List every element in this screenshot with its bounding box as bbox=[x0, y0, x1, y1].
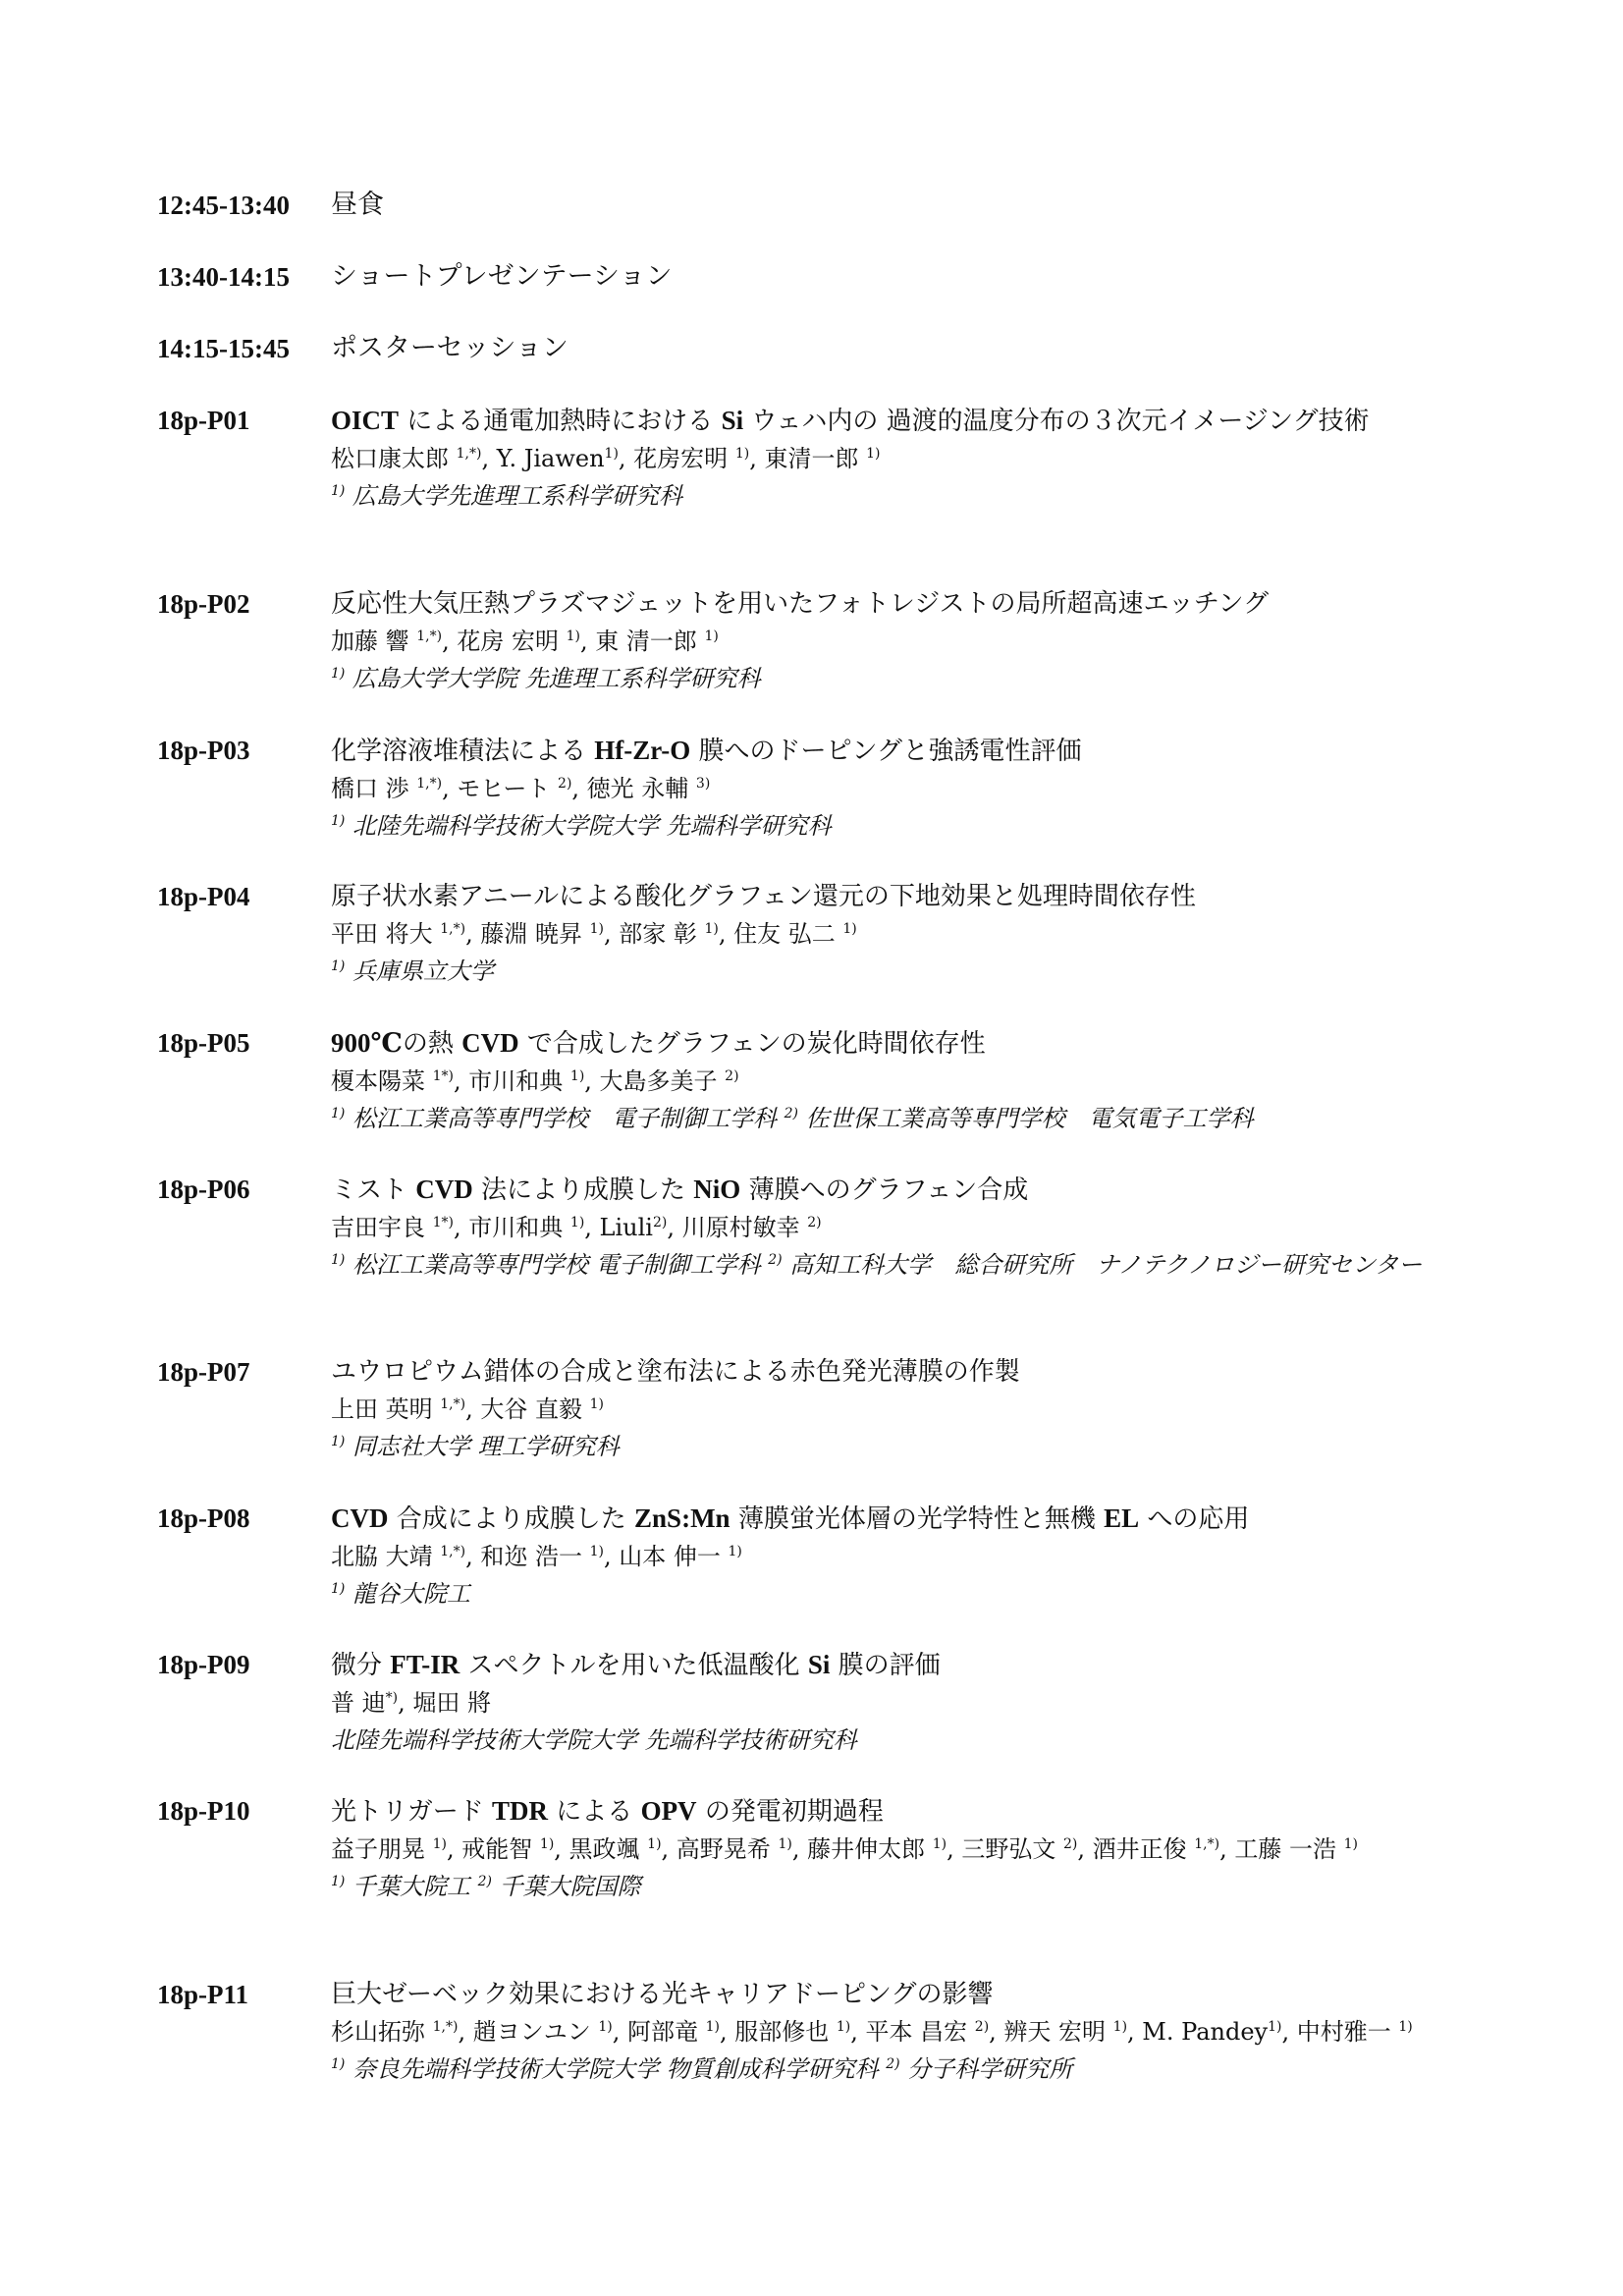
superscript-marker: 1,*) bbox=[1194, 1836, 1220, 1852]
superscript-marker: 1) bbox=[704, 629, 719, 644]
superscript-marker: 1) bbox=[331, 483, 346, 499]
poster-affiliation bbox=[331, 1428, 1623, 1465]
superscript-marker: 1) bbox=[705, 2019, 720, 2035]
superscript-marker: 1) bbox=[1112, 2019, 1128, 2035]
poster-id: 18p-P07 bbox=[157, 1357, 250, 1387]
text-run: 松江工業高等専門学校 電子制御工学科 bbox=[345, 1105, 784, 1132]
schedule-time: 14:15-15:45 bbox=[157, 334, 290, 363]
superscript-marker: 1) bbox=[589, 921, 604, 937]
poster-authors bbox=[331, 1684, 1623, 1722]
poster-affiliation bbox=[331, 807, 1623, 845]
superscript-marker: 1) bbox=[331, 1434, 346, 1449]
poster-id: 18p-P03 bbox=[157, 736, 250, 765]
superscript-marker: 2) bbox=[652, 1215, 668, 1230]
text-run: による bbox=[548, 1797, 641, 1827]
text-run: 佐世保工業高等専門学校 電気電子工学科 bbox=[798, 1105, 1254, 1132]
text-run: 北陸先端科学技術大学院大学 先端科学研究科 bbox=[345, 812, 832, 840]
poster-authors bbox=[331, 623, 1623, 660]
text-run: 光トリガード bbox=[331, 1797, 493, 1827]
text-run: , 酒井正俊 bbox=[1077, 1835, 1195, 1863]
poster-authors bbox=[331, 1831, 1623, 1868]
poster-id: 18p-P01 bbox=[157, 406, 250, 435]
superscript-marker: 1*) bbox=[432, 1215, 455, 1230]
text-run: , 山本 伸一 bbox=[603, 1543, 729, 1570]
text-run: , 服部修也 bbox=[720, 2018, 837, 2046]
text-run: 松口康太郎 bbox=[331, 445, 457, 472]
superscript-marker: 1) bbox=[1343, 1836, 1358, 1852]
text-run: 益子朋晃 bbox=[331, 1835, 433, 1863]
superscript-marker: 1) bbox=[539, 1836, 555, 1852]
poster-title bbox=[331, 1646, 1623, 1684]
text-run: , 花房 宏明 bbox=[442, 628, 567, 655]
poster-affiliation bbox=[331, 1100, 1623, 1137]
superscript-marker: 1) bbox=[836, 2019, 851, 2035]
poster-title bbox=[331, 1976, 1623, 2013]
bold-text-run: CVD bbox=[461, 1028, 519, 1058]
superscript-marker: 1) bbox=[331, 1106, 346, 1121]
poster-title bbox=[331, 1500, 1623, 1538]
poster-id: 18p-P10 bbox=[157, 1796, 250, 1826]
bold-text-run: CVD bbox=[331, 1503, 389, 1533]
text-run: 普 迪 bbox=[331, 1689, 386, 1717]
superscript-marker: 1) bbox=[842, 921, 857, 937]
bold-text-run: EL bbox=[1104, 1503, 1140, 1533]
poster-id: 18p-P11 bbox=[157, 1980, 249, 2009]
text-run: 広島大学先進理工系科学研究科 bbox=[345, 482, 683, 510]
text-run: 上田 英明 bbox=[331, 1395, 441, 1423]
text-run: , 市川和典 bbox=[454, 1214, 570, 1241]
schedule-label: ポスターセッション bbox=[331, 333, 568, 363]
text-run: 原子状水素アニールによる酸化グラフェン還元の下地効果と処理時間依存性 bbox=[331, 882, 1196, 911]
superscript-marker: 1) bbox=[589, 1396, 604, 1412]
poster-id: 18p-P05 bbox=[157, 1028, 250, 1058]
text-run: 膜へのドーピングと強誘電性評価 bbox=[690, 737, 1082, 766]
text-run: 奈良先端科学技術大学院大学 物質創成科学研究科 bbox=[345, 2055, 887, 2083]
text-run: 化学溶液堆積法による bbox=[331, 737, 595, 766]
text-run: 高知工科大学 総合研究所 ナノテクノロジー研究センター bbox=[782, 1251, 1423, 1279]
text-run: , 東 清一郎 bbox=[579, 628, 705, 655]
superscript-marker: 2) bbox=[768, 1252, 783, 1268]
text-run: 巨大ゼーベック効果における光キャリアドーピングの影響 bbox=[331, 1980, 994, 2009]
poster-id: 18p-P04 bbox=[157, 882, 250, 911]
superscript-marker: 1) bbox=[331, 1874, 346, 1889]
schedule-time: 12:45-13:40 bbox=[157, 191, 290, 220]
poster-title bbox=[331, 1353, 1623, 1391]
bold-text-run: 900℃ bbox=[331, 1028, 403, 1058]
poster-title bbox=[331, 1792, 1623, 1831]
text-run: スペクトルを用いた低温酸化 bbox=[460, 1651, 808, 1680]
superscript-marker: 1) bbox=[589, 1544, 604, 1559]
poster-affiliation bbox=[331, 1722, 1623, 1759]
text-run: 法により成膜した bbox=[472, 1175, 694, 1205]
schedule-label: 昼食 bbox=[331, 190, 384, 220]
bold-text-run: Hf-Zr-O bbox=[594, 736, 691, 765]
superscript-marker: 1) bbox=[866, 446, 881, 462]
superscript-marker: 1,*) bbox=[416, 776, 443, 792]
text-run: 広島大学大学院 先進理工系科学研究科 bbox=[345, 665, 761, 692]
poster-affiliation bbox=[331, 1575, 1623, 1613]
poster-id: 18p-P02 bbox=[157, 589, 250, 619]
text-run: , モヒート bbox=[442, 775, 559, 802]
superscript-marker: 1) bbox=[598, 2019, 613, 2035]
text-run: , 平本 昌宏 bbox=[850, 2018, 975, 2046]
poster-title bbox=[331, 878, 1623, 915]
superscript-marker: 2) bbox=[807, 1215, 822, 1230]
text-run: , 堀田 將 bbox=[398, 1689, 491, 1717]
text-run: への応用 bbox=[1139, 1504, 1250, 1534]
superscript-marker: 1) bbox=[331, 666, 346, 682]
poster-affiliation bbox=[331, 1868, 1623, 1905]
superscript-marker: 1) bbox=[728, 1544, 742, 1559]
text-run: , 和迩 浩一 bbox=[465, 1543, 590, 1570]
poster-title bbox=[331, 1024, 1623, 1063]
text-run: 薄膜へのグラフェン合成 bbox=[740, 1175, 1029, 1205]
superscript-marker: 2) bbox=[886, 2056, 900, 2072]
text-run: の熱 bbox=[402, 1029, 462, 1059]
poster-id: 18p-P08 bbox=[157, 1503, 250, 1533]
superscript-marker: 1*) bbox=[432, 1068, 455, 1084]
text-run: , 花房宏明 bbox=[618, 445, 735, 472]
superscript-marker: 2) bbox=[784, 1106, 799, 1121]
superscript-marker: 1) bbox=[331, 1581, 346, 1597]
text-run: 北陸先端科学技術大学院大学 先端科学技術研究科 bbox=[331, 1726, 857, 1754]
text-run: , 戒能智 bbox=[447, 1835, 540, 1863]
superscript-marker: 2) bbox=[725, 1068, 739, 1084]
text-run: 平田 将大 bbox=[331, 920, 441, 948]
superscript-marker: 1) bbox=[331, 2056, 346, 2072]
text-run: 北脇 大靖 bbox=[331, 1543, 441, 1570]
poster-affiliation bbox=[331, 660, 1623, 697]
superscript-marker: 1,*) bbox=[440, 921, 466, 937]
text-run: ウェハ内の 過渡的温度分布の３次元イメージング技術 bbox=[743, 407, 1370, 436]
poster-id: 18p-P09 bbox=[157, 1650, 250, 1679]
text-run: 松江工業高等専門学校 電子制御工学科 bbox=[345, 1251, 769, 1279]
text-run: 膜の評価 bbox=[830, 1651, 941, 1680]
poster-authors bbox=[331, 1391, 1623, 1428]
text-run: ユウロピウム錯体の合成と塗布法による赤色発光薄膜の作製 bbox=[331, 1357, 1020, 1387]
text-run: 千葉大院国際 bbox=[492, 1873, 641, 1900]
text-run: ミスト bbox=[331, 1175, 416, 1205]
text-run: , 部家 彰 bbox=[603, 920, 705, 948]
poster-affiliation bbox=[331, 1246, 1623, 1284]
text-run: , 住友 弘二 bbox=[718, 920, 843, 948]
text-run: , 辨天 宏明 bbox=[989, 2018, 1113, 2046]
poster-authors bbox=[331, 770, 1623, 807]
text-run: 龍谷大院工 bbox=[345, 1580, 471, 1608]
bold-text-run: OICT bbox=[331, 406, 400, 435]
text-run: , 黒政颯 bbox=[554, 1835, 648, 1863]
text-run: , M. Pandey bbox=[1127, 2018, 1269, 2046]
poster-title bbox=[331, 402, 1623, 440]
text-run: による通電加熱時における bbox=[399, 407, 722, 436]
poster-authors bbox=[331, 1538, 1623, 1575]
superscript-marker: 1) bbox=[569, 1215, 585, 1230]
bold-text-run: ZnS:Mn bbox=[634, 1503, 730, 1533]
text-run: , Y. Jiawen bbox=[481, 445, 605, 472]
text-run: , Liuli bbox=[584, 1214, 653, 1241]
poster-title bbox=[331, 1171, 1623, 1209]
text-run: , 高野晃希 bbox=[661, 1835, 779, 1863]
poster-authors bbox=[331, 1063, 1623, 1100]
text-run: 分子科学研究所 bbox=[899, 2055, 1073, 2083]
schedule-label: ショートプレゼンテーション bbox=[331, 261, 673, 292]
text-run: 微分 bbox=[331, 1651, 391, 1680]
superscript-marker: 1) bbox=[932, 1836, 947, 1852]
bold-text-run: NiO bbox=[693, 1175, 741, 1204]
poster-title bbox=[331, 732, 1623, 770]
bold-text-run: FT-IR bbox=[390, 1650, 460, 1679]
superscript-marker: 2) bbox=[1062, 1836, 1078, 1852]
text-run: 兵庫県立大学 bbox=[345, 957, 495, 985]
text-run: , 大谷 直毅 bbox=[465, 1395, 590, 1423]
superscript-marker: 1,*) bbox=[456, 446, 482, 462]
superscript-marker: 1,*) bbox=[416, 629, 443, 644]
poster-id: 18p-P06 bbox=[157, 1175, 250, 1204]
superscript-marker: 1) bbox=[432, 1836, 448, 1852]
text-run: 杉山拓弥 bbox=[331, 2018, 433, 2046]
text-run: , 趙ヨンユン bbox=[458, 2018, 599, 2046]
text-run: で合成したグラフェンの炭化時間依存性 bbox=[518, 1029, 986, 1059]
text-run: 千葉大院工 bbox=[345, 1873, 478, 1900]
superscript-marker: 1,*) bbox=[432, 2019, 459, 2035]
text-run: , 藤井伸太郎 bbox=[791, 1835, 933, 1863]
text-run: 加藤 響 bbox=[331, 628, 417, 655]
text-run: 反応性大気圧熱プラズマジェットを用いたフォトレジストの局所超高速エッチング bbox=[331, 589, 1270, 619]
superscript-marker: 1) bbox=[647, 1836, 662, 1852]
poster-authors bbox=[331, 440, 1623, 477]
text-run: , 市川和典 bbox=[454, 1067, 570, 1095]
poster-authors bbox=[331, 2013, 1623, 2050]
text-run: , 工藤 一浩 bbox=[1219, 1835, 1344, 1863]
text-run: , 大島多美子 bbox=[584, 1067, 726, 1095]
superscript-marker: 1) bbox=[1398, 2019, 1413, 2035]
bold-text-run: TDR bbox=[492, 1796, 549, 1826]
text-run: , 東清一郎 bbox=[749, 445, 867, 472]
superscript-marker: 3) bbox=[695, 776, 711, 792]
text-run: 吉田宇良 bbox=[331, 1214, 433, 1241]
superscript-marker: 1) bbox=[331, 958, 346, 974]
poster-authors bbox=[331, 915, 1623, 953]
superscript-marker: 1) bbox=[566, 629, 580, 644]
text-run: , 阿部竜 bbox=[612, 2018, 706, 2046]
schedule-time: 13:40-14:15 bbox=[157, 262, 290, 292]
superscript-marker: 1) bbox=[734, 446, 750, 462]
poster-authors bbox=[331, 1209, 1623, 1246]
superscript-marker: 2) bbox=[477, 1874, 493, 1889]
superscript-marker: 1) bbox=[331, 813, 346, 829]
superscript-marker: 2) bbox=[974, 2019, 990, 2035]
superscript-marker: 1,*) bbox=[440, 1544, 466, 1559]
superscript-marker: 1) bbox=[704, 921, 719, 937]
text-run: , 藤淵 暁昇 bbox=[465, 920, 590, 948]
poster-title bbox=[331, 585, 1623, 623]
poster-affiliation bbox=[331, 2050, 1623, 2088]
text-run: の発電初期過程 bbox=[696, 1797, 884, 1827]
superscript-marker: 1) bbox=[778, 1836, 792, 1852]
text-run: , 三野弘文 bbox=[947, 1835, 1063, 1863]
text-run: 橋口 渉 bbox=[331, 775, 417, 802]
bold-text-run: Si bbox=[807, 1650, 831, 1679]
superscript-marker: 1) bbox=[604, 446, 619, 462]
text-run: , 川原村敏幸 bbox=[667, 1214, 808, 1241]
text-run: , 中村雅一 bbox=[1281, 2018, 1399, 2046]
text-run: 同志社大学 理工学研究科 bbox=[345, 1433, 620, 1460]
superscript-marker: 1) bbox=[1268, 2019, 1282, 2035]
superscript-marker: *) bbox=[385, 1690, 399, 1706]
bold-text-run: Si bbox=[721, 406, 744, 435]
superscript-marker: 1,*) bbox=[440, 1396, 466, 1412]
superscript-marker: 2) bbox=[558, 776, 572, 792]
bold-text-run: OPV bbox=[640, 1796, 697, 1826]
superscript-marker: 1) bbox=[569, 1068, 585, 1084]
text-run: 合成により成膜した bbox=[388, 1504, 635, 1534]
text-run: , 徳光 永輔 bbox=[571, 775, 696, 802]
superscript-marker: 1) bbox=[331, 1252, 346, 1268]
text-run: 榎本陽菜 bbox=[331, 1067, 433, 1095]
poster-affiliation bbox=[331, 477, 1623, 515]
poster-affiliation bbox=[331, 953, 1623, 990]
bold-text-run: CVD bbox=[415, 1175, 473, 1204]
text-run: 薄膜蛍光体層の光学特性と無機 bbox=[730, 1504, 1105, 1534]
